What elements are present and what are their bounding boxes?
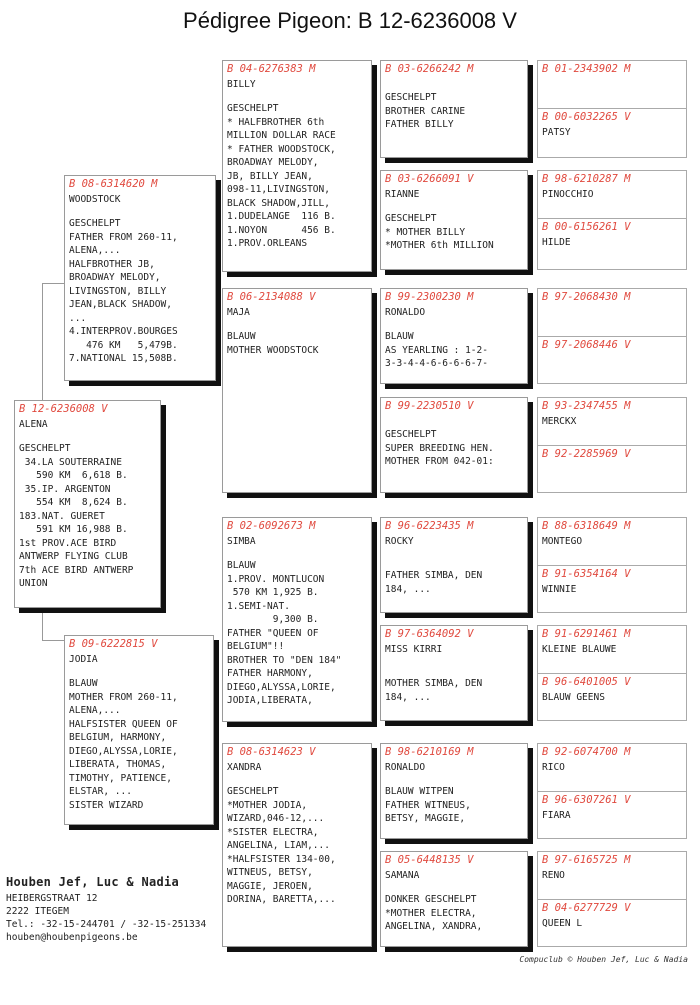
- pigeon-name: [538, 351, 686, 355]
- pigeon-card-small[interactable]: [537, 170, 687, 220]
- pigeon-card-small[interactable]: [537, 791, 687, 839]
- page-title: Pédigree Pigeon: B 12-6236008 V: [183, 8, 517, 33]
- pigeon-name: [538, 75, 686, 79]
- owner-phone: Tel.: -32-15-244701 / -32-15-251334: [6, 919, 207, 930]
- pigeon-info: GESCHELPT FATHER FROM 260-11, ALENA,... HALFBROTHER JB, BROADWAY MELODY, LIVINGSTON, BILLY JEAN,BLACK SHADOW, ... 4.INTERPROV.BOURGES 476 KM 5,479B. 7.NATIONAL 15,508B.: [69, 218, 178, 364]
- pigeon-name: [538, 303, 686, 307]
- pigeon-card-small[interactable]: [537, 60, 687, 110]
- pigeon-info: MOTHER SIMBA, DEN 184, ...: [385, 678, 483, 703]
- pigeon-card-small[interactable]: [537, 108, 687, 158]
- pigeon-card[interactable]: [222, 288, 372, 493]
- pigeon-info: GESCHELPT SUPER BREEDING HEN. MOTHER FROM 042-01:: [385, 429, 494, 467]
- pigeon-info: GESCHELPT *MOTHER JODIA, WIZARD,046-12,... *SISTER ELECTRA, ANGELINA, LIAM,... *HALFSISTER 134-00, WITNEUS, BETSY, MAGGIE, JEROEN, DORINA, BARETTA,...: [227, 786, 336, 905]
- pigeon-card[interactable]: [380, 60, 528, 158]
- ring-number: B 96-6401005 V: [542, 676, 631, 688]
- pigeon-info: BLAUW MOTHER FROM 260-11, ALENA,... HALFSISTER QUEEN OF BELGIUM, HARMONY, DIEGO,ALYSSA,LORIE, LIBERATA, THOMAS, TIMOTHY, PATIENCE, ELSTAR, ... SISTER WIZARD: [69, 678, 178, 811]
- pigeon-name: WINNIE: [542, 584, 577, 595]
- ring-number: B 04-6276383 M: [227, 63, 316, 75]
- pigeon-card[interactable]: [222, 743, 372, 947]
- pigeon-name: RONALDO: [385, 762, 426, 773]
- ring-number: B 04-6277729 V: [542, 902, 631, 914]
- pigeon-card-small[interactable]: [537, 625, 687, 675]
- ring-number: B 09-6222815 V: [69, 638, 158, 650]
- pigeon-card-small[interactable]: [537, 218, 687, 270]
- pigeon-card-small[interactable]: [537, 673, 687, 721]
- ring-number: B 01-2343902 M: [542, 63, 631, 75]
- ring-number: B 00-6032265 V: [542, 111, 631, 123]
- ring-number: B 99-2300230 M: [385, 291, 474, 303]
- pigeon-info: BLAUW 1.PROV. MONTLUCON 570 KM 1,925 B. 1.SEMI-NAT. 9,300 B. FATHER "QUEEN OF BELGIUM"!! BROTHER TO "DEN 184" FATHER HARMONY, DIEGO,ALYSSA,LORIE, JODIA,LIBERATA,: [227, 560, 342, 706]
- ring-number: B 00-6156261 V: [542, 221, 631, 233]
- ring-number: B 12-6236008 V: [19, 403, 108, 415]
- pigeon-name: [538, 460, 686, 464]
- footer-credit: Compuclub © Houben Jef, Luc & Nadia: [519, 955, 688, 964]
- connector-line: [42, 640, 64, 641]
- ring-number: B 06-2134088 V: [227, 291, 316, 303]
- pigeon-card[interactable]: [380, 170, 528, 270]
- pigeon-name: BLAUW GEENS: [542, 692, 605, 703]
- pigeon-info: GESCHELPT BROTHER CARINE FATHER BILLY: [385, 92, 466, 130]
- pigeon-info: GESCHELPT 34.LA SOUTERRAINE 590 KM 6,618 B. 35.IP. ARGENTON 554 KM 8,624 B. 183.NAT. GUERET 591 KM 16,988 B. 1st PROV.ACE BIRD ANTWERP FLYING CLUB 7th ACE BIRD ANTWERP UNION: [19, 443, 134, 589]
- pigeon-card-father[interactable]: [64, 175, 216, 381]
- pigeon-info: DONKER GESCHELPT *MOTHER ELECTRA, ANGELINA, XANDRA,: [385, 894, 483, 932]
- pigeon-name: BILLY: [227, 79, 256, 90]
- pigeon-name: MONTEGO: [542, 536, 583, 547]
- pigeon-info: BLAUW AS YEARLING : 1-2- 3-3-4-4-6-6-6-6-7-: [385, 331, 488, 369]
- pigeon-name: ROCKY: [385, 536, 414, 547]
- pigeon-card-small[interactable]: [537, 397, 687, 447]
- ring-number: B 98-6210169 M: [385, 746, 474, 758]
- owner-city: 2222 ITEGEM: [6, 906, 69, 917]
- ring-number: B 88-6318649 M: [542, 520, 631, 532]
- ring-number: B 99-2230510 V: [385, 400, 474, 412]
- pigeon-name: HILDE: [542, 237, 571, 248]
- pigeon-info: GESCHELPT * HALFBROTHER 6th MILLION DOLLAR RACE * FATHER WOODSTOCK, BROADWAY MELODY, JB, BILLY JEAN, 098-11,LIVINGSTON, BLACK SHADOW,JILL, 1.DUDELANGE 116 B. 1.NOYON 456 B. 1.PROV.ORLEANS: [227, 103, 336, 249]
- pigeon-name: SAMANA: [385, 870, 420, 881]
- pigeon-name: WOODSTOCK: [69, 194, 121, 205]
- ring-number: B 91-6291461 M: [542, 628, 631, 640]
- owner-street: HEIBERGSTRAAT 12: [6, 893, 98, 904]
- pigeon-card[interactable]: [14, 400, 161, 608]
- pigeon-card[interactable]: [380, 743, 528, 839]
- pigeon-name: FIARA: [542, 810, 571, 821]
- pigeon-name: RONALDO: [385, 307, 426, 318]
- pigeon-name: RICO: [542, 762, 565, 773]
- pigeon-card-small[interactable]: [537, 899, 687, 947]
- pigeon-name: QUEEN L: [542, 918, 583, 929]
- connector-line: [42, 283, 66, 284]
- pigeon-card-small[interactable]: [537, 517, 687, 567]
- pigeon-info: BLAUW MOTHER WOODSTOCK: [227, 331, 319, 356]
- ring-number: B 93-2347455 M: [542, 400, 631, 412]
- pigeon-name: JODIA: [69, 654, 98, 665]
- ring-number: B 97-2068446 V: [542, 339, 631, 351]
- ring-number: B 05-6448135 V: [385, 854, 474, 866]
- pigeon-card-small[interactable]: [537, 565, 687, 613]
- pigeon-card[interactable]: [222, 517, 372, 722]
- pigeon-name: MAJA: [227, 307, 250, 318]
- pigeon-card[interactable]: [380, 625, 528, 721]
- ring-number: B 92-6074700 M: [542, 746, 631, 758]
- pigeon-name: XANDRA: [227, 762, 262, 773]
- pigeon-card[interactable]: [380, 851, 528, 947]
- owner-email[interactable]: houben@houbenpigeons.be: [6, 932, 138, 943]
- pigeon-card[interactable]: [380, 397, 528, 493]
- ring-number: B 03-6266242 M: [385, 63, 474, 75]
- connector-line: [42, 283, 43, 400]
- ring-number: B 96-6307261 V: [542, 794, 631, 806]
- pigeon-name: MISS KIRRI: [385, 644, 443, 655]
- ring-number: B 91-6354164 V: [542, 568, 631, 580]
- pigeon-name: ALENA: [19, 419, 48, 430]
- pigeon-card[interactable]: [222, 60, 372, 272]
- pigeon-info: GESCHELPT * MOTHER BILLY *MOTHER 6th MILLION: [385, 213, 494, 251]
- pigeon-card-small[interactable]: [537, 288, 687, 338]
- ring-number: B 02-6092673 M: [227, 520, 316, 532]
- ring-number: B 96-6223435 M: [385, 520, 474, 532]
- ring-number: B 97-6364092 V: [385, 628, 474, 640]
- pigeon-card-small[interactable]: [537, 851, 687, 901]
- ring-number: B 08-6314623 V: [227, 746, 316, 758]
- pigeon-name: PATSY: [542, 127, 571, 138]
- pigeon-card-small[interactable]: [537, 743, 687, 793]
- pigeon-card[interactable]: [380, 288, 528, 384]
- pigeon-name: PINOCCHIO: [542, 189, 594, 200]
- owner-name: Houben Jef, Luc & Nadia: [6, 875, 180, 889]
- connector-line: [42, 612, 43, 640]
- pigeon-info: FATHER SIMBA, DEN 184, ...: [385, 570, 483, 595]
- pigeon-name: RIANNE: [385, 189, 420, 200]
- owner-info: [6, 876, 206, 944]
- pigeon-name: MERCKX: [542, 416, 577, 427]
- ring-number: B 97-6165725 M: [542, 854, 631, 866]
- pigeon-name: SIMBA: [227, 536, 256, 547]
- ring-number: B 92-2285969 V: [542, 448, 631, 460]
- ring-number: B 98-6210287 M: [542, 173, 631, 185]
- pigeon-name: KLEINE BLAUWE: [542, 644, 617, 655]
- pigeon-card-small[interactable]: [537, 336, 687, 384]
- pigeon-card[interactable]: [380, 517, 528, 613]
- ring-number: B 97-2068430 M: [542, 291, 631, 303]
- ring-number: B 03-6266091 V: [385, 173, 474, 185]
- pigeon-name: RENO: [542, 870, 565, 881]
- ring-number: B 08-6314620 M: [69, 178, 158, 190]
- pigeon-card-small[interactable]: [537, 445, 687, 493]
- pigeon-info: BLAUW WITPEN FATHER WITNEUS, BETSY, MAGGIE,: [385, 786, 471, 824]
- pigeon-card-mother[interactable]: [64, 635, 214, 825]
